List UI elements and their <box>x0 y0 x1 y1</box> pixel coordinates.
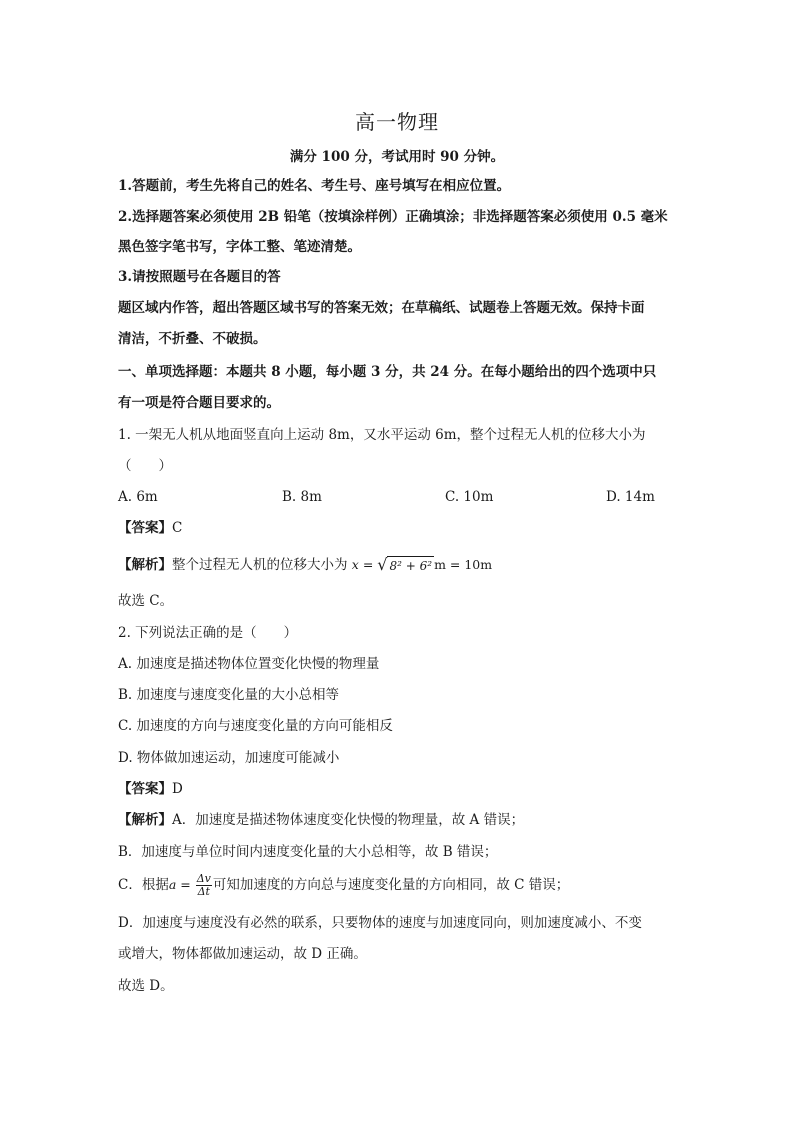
q1-formula-lhs: x <box>351 557 359 572</box>
q1-answer <box>118 519 678 537</box>
instruction-3: 3.请按照题号在各题目的答 <box>118 269 281 285</box>
q1-analysis-text: 整个过程无人机的位移大小为 <box>172 557 348 573</box>
answer-tag: 【答案】 <box>118 781 172 797</box>
q1-option-a: A. 6m <box>118 489 158 505</box>
q2-stem: 2. 下列说法正确的是（ ） <box>118 625 298 641</box>
q2-answer-value: D <box>172 781 183 797</box>
page-title: 高一物理 <box>355 110 439 134</box>
q2-option-a: A. 加速度是描述物体位置变化快慢的物理量 <box>118 656 380 672</box>
fraction <box>196 873 212 898</box>
instruction-2-cont: 黑色签字笔书写，字体工整、笔迹清楚。 <box>118 239 361 255</box>
q1-formula-rhs: m = 10m <box>434 557 493 572</box>
q2-analysis-d-cont: 或增大，物体都做加速运动，故 D 正确。 <box>118 946 367 962</box>
q2-answer <box>118 780 678 798</box>
sqrt-symbol: √ 8² + 6² <box>377 555 433 574</box>
q2-option-b: B. 加速度与速度变化量的大小总相等 <box>118 687 340 703</box>
instruction-2: 2.选择题答案必须使用 2B 铅笔（按填涂样例）正确填涂；非选择题答案必须使用 0.5 毫米 <box>118 209 668 225</box>
q1-formula-eq: = <box>358 557 378 572</box>
section-heading-cont: 有一项是符合题目要求的。 <box>118 395 280 411</box>
q2-option-d: D. 物体做加速运动，加速度可能减小 <box>118 750 340 766</box>
q2-formula-eq: = <box>176 877 195 892</box>
analysis-tag: 【解析】 <box>118 557 172 573</box>
q1-stem-blank: （ ） <box>118 458 172 474</box>
q2-analysis-d: D．加速度与速度没有必然的联系，只要物体的速度与加速度同向，则加速度减小、不变 <box>118 915 642 931</box>
q1-option-b: B. 8m <box>282 489 322 505</box>
q1-answer-value: C <box>172 520 183 536</box>
q1-conclusion: 故选 C。 <box>118 593 174 609</box>
q2-analysis-a-text: A．加速度是描述物体速度变化快慢的物理量，故 A 错误； <box>172 812 525 828</box>
q2-formula-num: Δv <box>196 872 211 885</box>
q2-analysis-c <box>118 873 678 898</box>
q1-option-d: D. 14m <box>606 489 655 505</box>
q1-analysis <box>118 556 678 575</box>
q1-formula <box>352 557 492 572</box>
instruction-1: 1.答题前，考生先将自己的姓名、考生号、座号填写在相应位置。 <box>118 178 511 194</box>
q2-analysis-a <box>118 811 678 829</box>
q1-option-c: C. 10m <box>445 489 494 505</box>
q2-formula-lhs: a <box>168 877 177 892</box>
section-heading: 一、单项选择题：本题共 8 小题，每小题 3 分，共 24 分。在每小题给出的四个选项中只 <box>118 364 657 380</box>
instruction-3-cont: 题区域内作答，超出答题区域书写的答案无效；在草稿纸、试题卷上答题无效。保持卡面 <box>118 300 645 316</box>
q1-formula-radicand: 8² + 6² <box>387 556 434 575</box>
q2-analysis-c-pre: C．根据 <box>118 877 169 893</box>
exam-info: 满分 100 分，考试用时 90 分钟。 <box>289 149 505 165</box>
instruction-3-end: 清洁，不折叠、不破损。 <box>118 331 267 347</box>
q2-option-c: C. 加速度的方向与速度变化量的方向可能相反 <box>118 718 393 734</box>
q1-stem: 1. 一架无人机从地面竖直向上运动 8m，又水平运动 6m，整个过程无人机的位移大小为 <box>118 427 646 443</box>
q2-formula <box>168 872 213 898</box>
answer-tag: 【答案】 <box>118 520 172 536</box>
analysis-tag: 【解析】 <box>118 812 172 828</box>
q2-conclusion: 故选 D。 <box>118 978 174 994</box>
q2-analysis-c-post: 可知加速度的方向总与速度变化量的方向相同，故 C 错误； <box>212 877 570 893</box>
q2-analysis-b: B．加速度与单位时间内速度变化量的大小总相等，故 B 错误； <box>118 844 498 860</box>
q2-formula-den: Δt <box>197 885 210 898</box>
